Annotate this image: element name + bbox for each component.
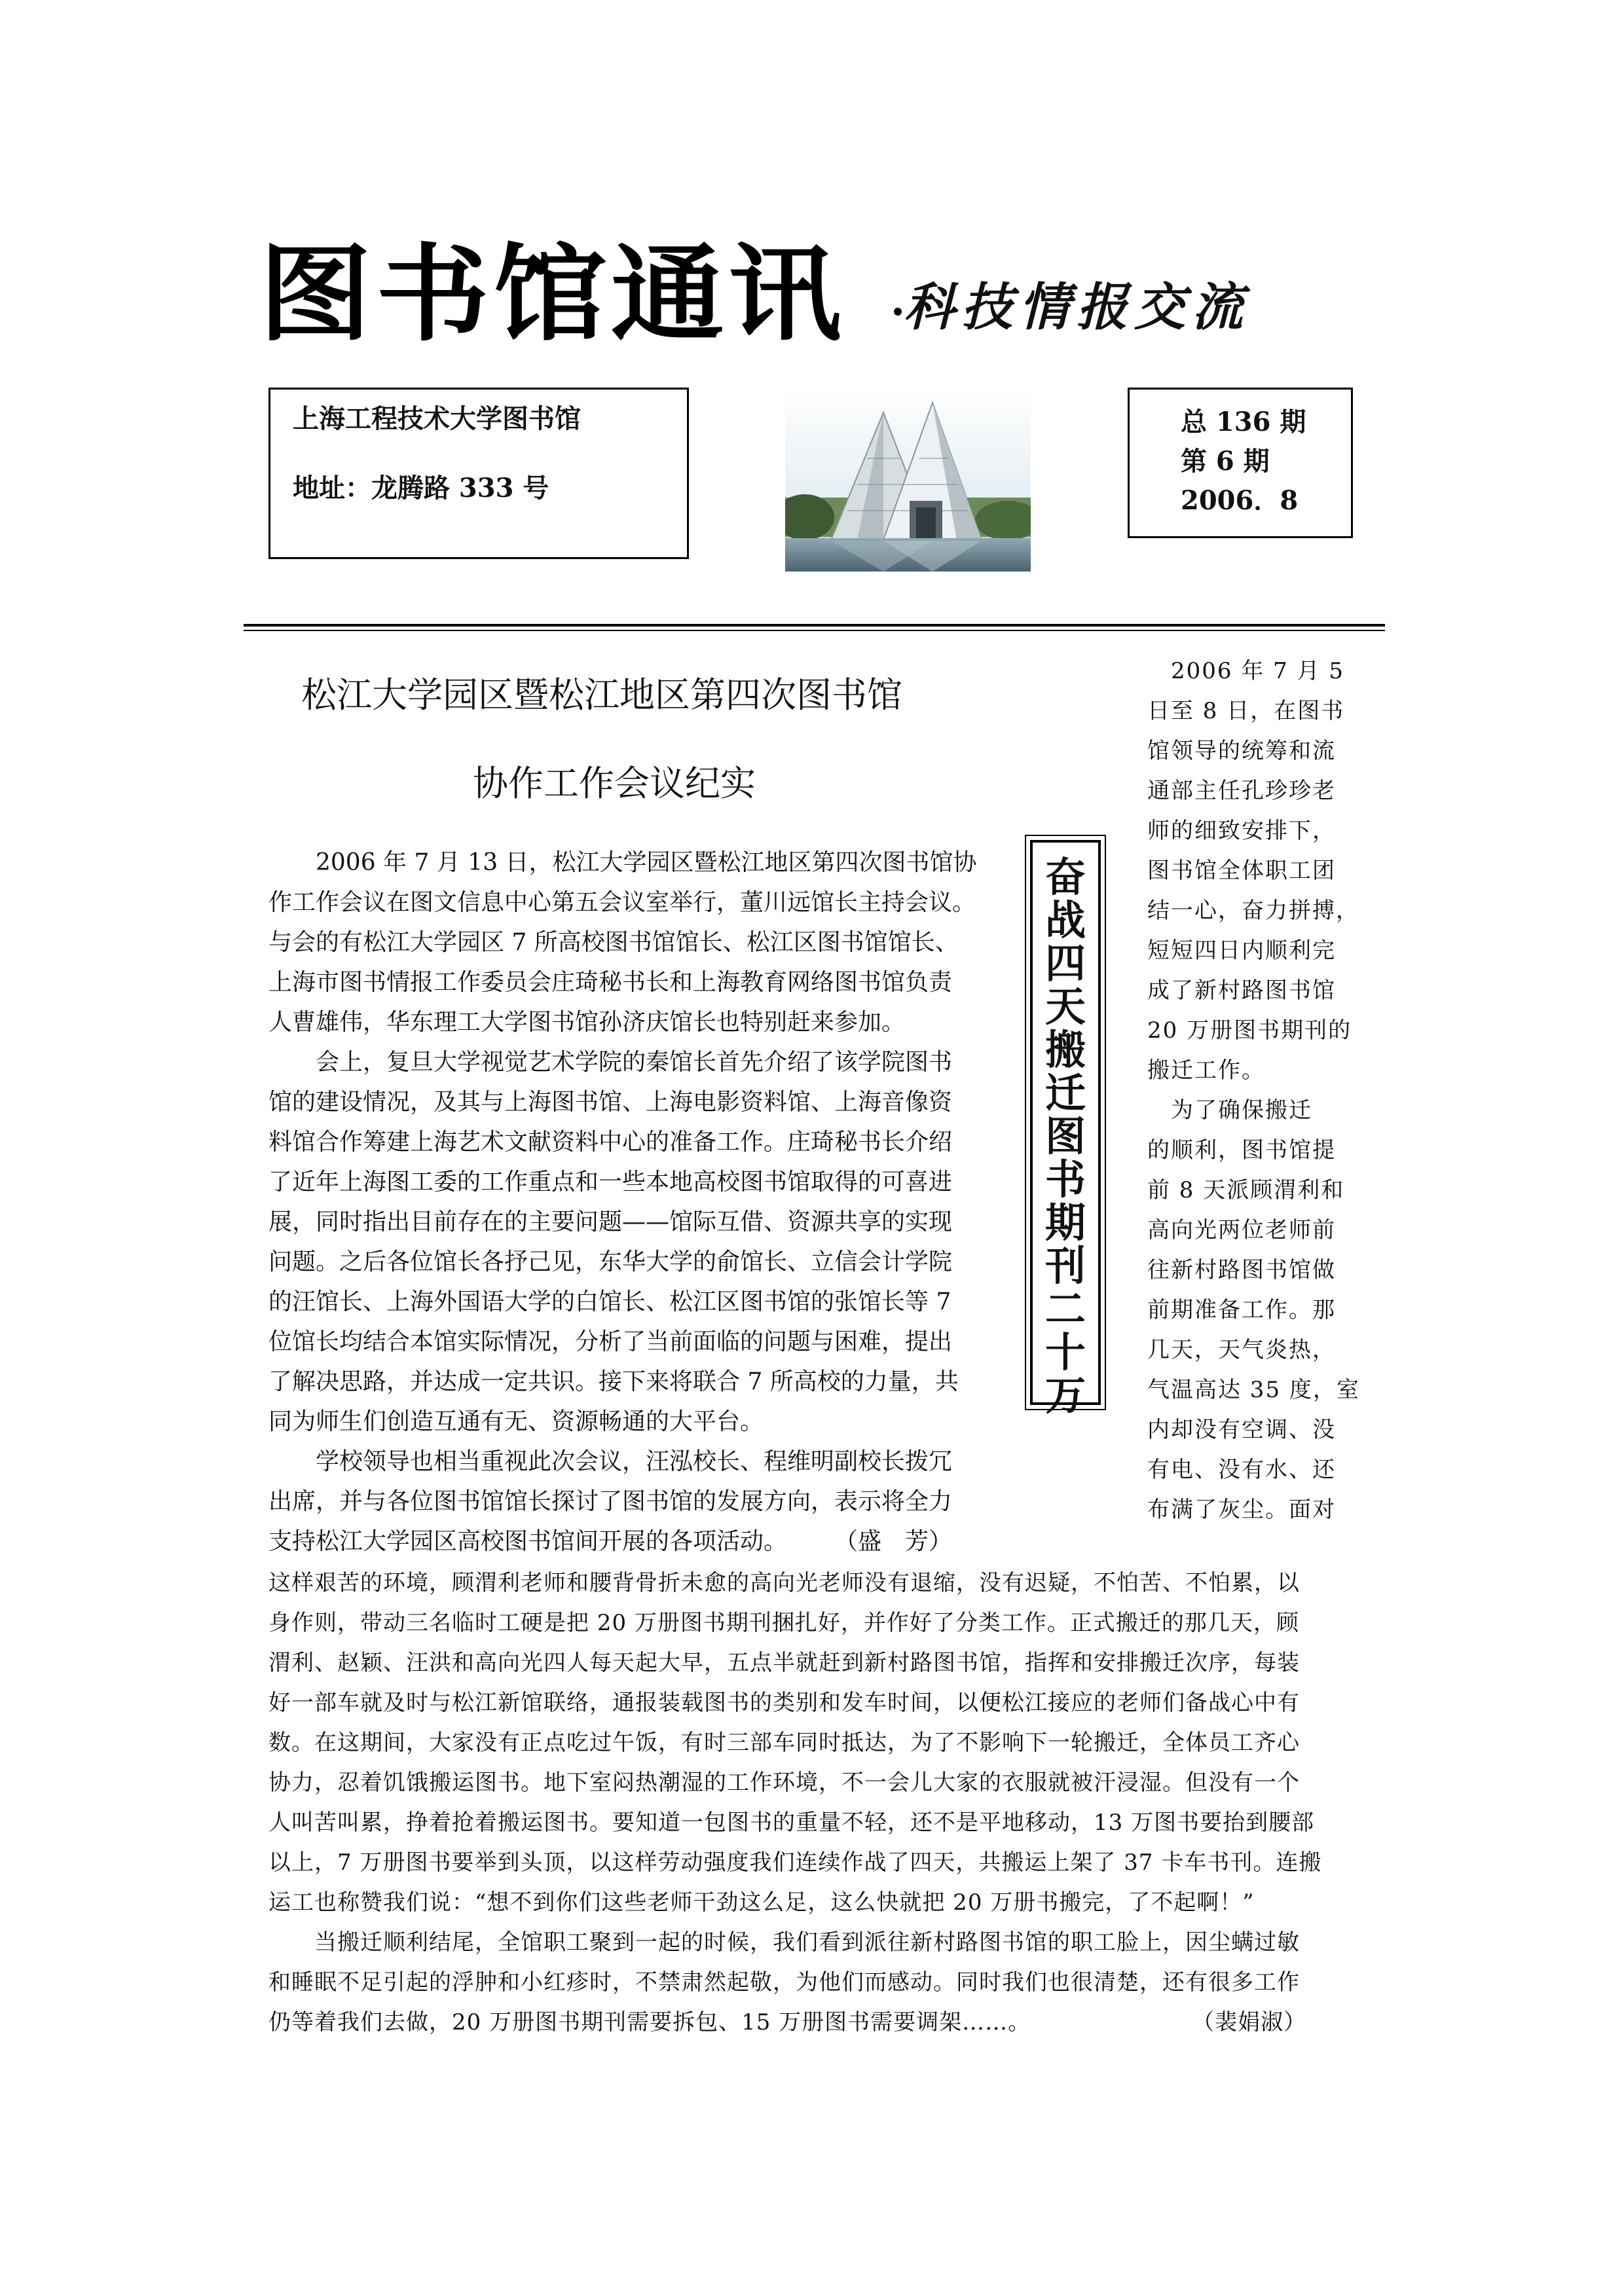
newsletter-subtitle: 科技情报交流 — [904, 278, 1250, 337]
article1-line: 展，同时指出目前存在的主要问题——馆际互借、资源共享的实现 — [268, 1209, 953, 1235]
article2-column-line: 师的细致安排下， — [1147, 818, 1336, 844]
article1-title-line1: 松江大学园区暨松江地区第四次图书馆 — [301, 674, 902, 716]
article2-column-line: 内却没有空调、没 — [1147, 1417, 1336, 1443]
spacer — [293, 434, 665, 473]
article1-line: 馆的建设情况，及其与上海图书馆、上海电影资料馆、上海音像资 — [268, 1089, 953, 1116]
article2-line: 当搬迁顺利结尾，全馆职工聚到一起的时候，我们看到派往新村路图书馆的职工脸上，因尘螨过敏 — [268, 1929, 1300, 1956]
article2-column-line: 高向光两位老师前 — [1147, 1217, 1336, 1243]
library-name: 上海工程技术大学图书馆 — [293, 403, 581, 434]
article1-line: 出席，并与各位图书馆馆长探讨了图书馆的发展方向，表示将全力 — [268, 1488, 953, 1515]
article1-line: 学校领导也相当重视此次会议，汪泓校长、程维明副校长拨冗 — [268, 1448, 953, 1475]
article2-column-line: 布满了灰尘。面对 — [1147, 1497, 1336, 1523]
issue-number: 第 6 期 — [1181, 446, 1270, 477]
article2-line: 数。在这期间，大家没有正点吃过午饭，有时三部车同时抵达，为了不影响下一轮搬迁，全体员工齐心 — [268, 1730, 1300, 1756]
header-rule-thick — [244, 624, 1385, 627]
article2-line: 这样艰苦的环境，顾渭利老师和腰背骨折未愈的高向光老师没有退缩，没有迟疑，不怕苦、不怕累，以 — [268, 1570, 1300, 1596]
article2-line: 仍等着我们去做，20 万册图书期刊需要拆包、15 万册图书需要调架……。 （裴娟淑） — [268, 2009, 1307, 2035]
header-rule-thin — [244, 630, 1385, 631]
library-address: 地址：龙腾路 333 号 — [293, 473, 549, 503]
article2-column-line: 几天，天气炎热， — [1147, 1337, 1336, 1363]
article2-column-line: 搬迁工作。 — [1147, 1057, 1265, 1084]
article2-line: 好一部车就及时与松江新馆联络，通报装载图书的类别和发车时间，以便松江接应的老师们备战心中有 — [268, 1690, 1300, 1716]
library-info-box — [268, 388, 689, 559]
article1-line: 支持松江大学园区高校图书馆间开展的各项活动。 （盛 芳） — [268, 1528, 953, 1555]
article2-column-line: 结一心，奋力拼搏， — [1147, 898, 1359, 924]
article1-line: 作工作会议在图文信息中心第五会议室举行，董川远馆长主持会议。 — [268, 889, 976, 916]
article2-column-line: 馆领导的统筹和流 — [1147, 738, 1336, 764]
total-issue-number: 总 136 期 — [1181, 407, 1306, 437]
title-separator-dot — [894, 308, 902, 316]
article2-line: 运工也称赞我们说：“想不到你们这些老师干劲这么足，这么快就把 20 万册书搬完，了不起啊！” — [268, 1889, 1255, 1916]
article1-line: 位馆长均结合本馆实际情况，分析了当前面临的问题与困难，提出 — [268, 1328, 953, 1355]
article1-line: 的汪馆长、上海外国语大学的白馆长、松江区图书馆的张馆长等 7 — [268, 1288, 951, 1315]
article2-vertical-headline-box — [1030, 840, 1101, 1419]
article1-line: 会上，复旦大学视觉艺术学院的秦馆长首先介绍了该学院图书 — [268, 1049, 953, 1076]
article2-vertical-headline: 奋战四天 搬迁图书期刊二十万 — [1044, 853, 1086, 1419]
article2-column-line: 图书馆全体职工团 — [1147, 858, 1336, 884]
article2-column-line: 有电、没有水、还 — [1147, 1457, 1336, 1483]
article2-column-line: 前期准备工作。那 — [1147, 1297, 1336, 1323]
article1-line: 与会的有松江大学园区 7 所高校图书馆馆长、松江区图书馆馆长、 — [268, 929, 959, 956]
article2-column-line: 通部主任孔珍珍老 — [1147, 778, 1336, 804]
article2-column-line: 往新村路图书馆做 — [1147, 1257, 1336, 1283]
article1-title-line2: 协作工作会议纪实 — [473, 763, 756, 804]
article2-line: 协力，忍着饥饿搬运图书。地下室闷热潮湿的工作环境，不一会儿大家的衣服就被汗浸湿。但没有一个 — [268, 1770, 1300, 1796]
article2-column-line: 日至 8 日，在图书 — [1147, 698, 1345, 724]
library-building-photo — [785, 386, 1031, 572]
article2-line: 以上，7 万册图书要举到头顶，以这样劳动强度我们连续作战了四天，共搬运上架了 37 卡车书刊。连搬 — [268, 1850, 1322, 1876]
article2-column-line: 为了确保搬迁 — [1147, 1097, 1312, 1123]
newsletter-title: 图书馆通讯 — [259, 233, 846, 355]
article2-line: 身作则，带动三名临时工硬是把 20 万册图书期刊捆扎好，并作好了分类工作。正式搬迁的那几天，顾 — [268, 1610, 1299, 1636]
article2-column-line: 短短四日内顺利完 — [1147, 938, 1336, 964]
article1-line: 上海市图书情报工作委员会庄琦秘书长和上海教育网络图书馆负责 — [268, 969, 953, 996]
article1-line: 人曹雄伟，华东理工大学图书馆孙济庆馆长也特别赶来参加。 — [268, 1009, 906, 1036]
article1-line: 问题。之后各位馆长各抒己见，东华大学的俞馆长、立信会计学院 — [268, 1248, 953, 1275]
article1-line: 了解决思路，并达成一定共识。接下来将联合 7 所高校的力量，共 — [268, 1368, 959, 1395]
article2-line: 人叫苦叫累，挣着抢着搬运图书。要知道一包图书的重量不轻，还不是平地移动，13 万图书要抬到腰部 — [268, 1810, 1315, 1836]
article1-line: 了近年上海图工委的工作重点和一些本地高校图书馆取得的可喜进 — [268, 1169, 953, 1195]
issue-date: 2006．8 — [1181, 485, 1299, 516]
article1-line: 同为师生们创造互通有无、资源畅通的大平台。 — [268, 1408, 764, 1435]
article2-line: 和睡眠不足引起的浮肿和小红疹时，不禁肃然起敬，为他们而感动。同时我们也很清楚，还有很多工作 — [268, 1969, 1300, 1995]
article2-column-line: 20 万册图书期刊的 — [1147, 1017, 1352, 1044]
article1-line: 2006 年 7 月 13 日，松江大学园区暨松江地区第四次图书馆协 — [268, 849, 977, 876]
article2-column-line: 气温高达 35 度，室 — [1147, 1377, 1360, 1403]
article2-column-line: 的顺利，图书馆提 — [1147, 1137, 1336, 1163]
article2-column-line: 前 8 天派顾渭利和 — [1147, 1177, 1345, 1203]
issue-info-box — [1128, 388, 1353, 538]
article2-line: 渭利、赵颖、汪洪和高向光四人每天起大早，五点半就赶到新村路图书馆，指挥和安排搬迁次序，每装 — [268, 1650, 1300, 1676]
article2-column-line: 2006 年 7 月 5 — [1147, 658, 1345, 684]
article1-line: 料馆合作筹建上海艺术文献资料中心的准备工作。庄琦秘书长介绍 — [268, 1129, 953, 1156]
article2-column-line: 成了新村路图书馆 — [1147, 977, 1336, 1004]
